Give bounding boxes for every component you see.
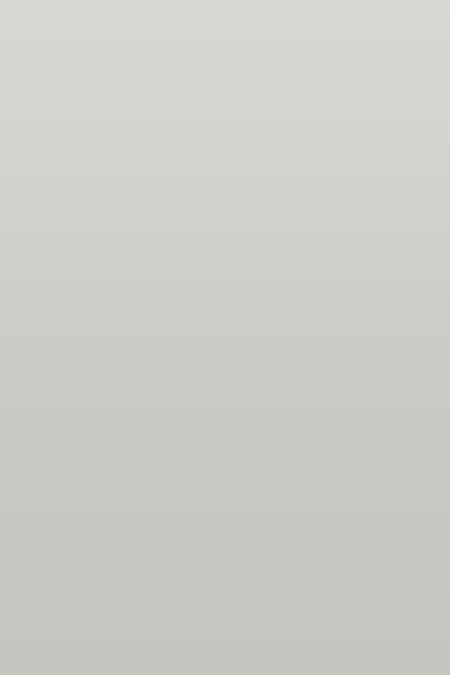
- upper-text-block: [4, 8, 444, 326]
- lower-text-block: [4, 342, 444, 662]
